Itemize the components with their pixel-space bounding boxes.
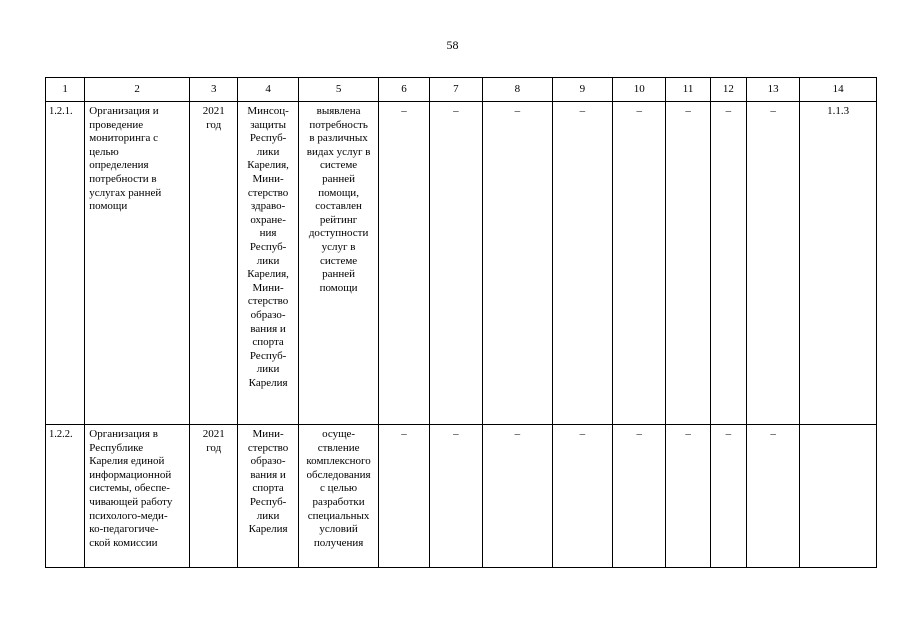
cell-text-line: год <box>206 441 222 454</box>
cell-text-line: получения <box>313 536 364 549</box>
cell-text-line: лики <box>256 509 280 522</box>
cell-text-line: проведение <box>89 118 144 131</box>
table-row <box>46 102 877 425</box>
indicator-ref-cell: 1.1.3 <box>800 102 877 425</box>
cell-text-line: Мини- <box>252 172 284 185</box>
header-cell: 13 <box>746 78 799 102</box>
cell-text-line: рейтинг <box>319 213 358 226</box>
cell-text-line: ранней <box>322 268 356 281</box>
cell-text-line: образо- <box>250 455 286 468</box>
activity-name-cell <box>85 425 190 568</box>
header-cell: 2 <box>85 78 190 102</box>
cell-text-line: помощи, <box>318 186 359 199</box>
cell-text-line: лики <box>256 145 280 158</box>
cell-text-line: психолого-меди- <box>89 509 168 522</box>
cell-text-line: в различных <box>309 132 368 145</box>
value-cell-6: – <box>379 102 429 425</box>
cell-text-line: Респуб- <box>249 349 287 362</box>
indicator-ref-cell <box>800 425 877 568</box>
cell-text-line: системе <box>319 254 358 267</box>
activity-name-cell <box>85 102 190 425</box>
cell-text-line: специальных <box>307 509 370 522</box>
cell-text-line: Карелия, <box>247 268 289 281</box>
cell-text-line: помощи <box>319 281 358 294</box>
cell-text-line: лики <box>256 254 280 267</box>
result-cell <box>298 425 379 568</box>
cell-text-line: спорта <box>252 336 284 349</box>
header-cell: 10 <box>613 78 666 102</box>
value-cell-6: – <box>379 425 429 568</box>
header-cell: 14 <box>800 78 877 102</box>
plan-table <box>45 77 877 568</box>
cell-text-line: видах услуг в <box>306 145 371 158</box>
cell-text-line: Карелия <box>248 376 288 389</box>
cell-text-line: Респуб- <box>249 495 287 508</box>
cell-text-line: Карелия, <box>247 159 289 172</box>
cell-text-line: год <box>206 118 222 131</box>
executor-cell <box>238 102 298 425</box>
cell-text-line: ко-педагогиче- <box>89 523 159 536</box>
cell-text-line: Мини- <box>252 281 284 294</box>
cell-text-line: ствление <box>317 441 360 454</box>
cell-text-line: здраво- <box>250 200 286 213</box>
value-cell-11: – <box>666 425 710 568</box>
cell-text-line: ния <box>259 227 277 240</box>
cell-text-line: вания и <box>250 468 286 481</box>
header-cell: 7 <box>429 78 482 102</box>
cell-text-line: услуг в <box>321 240 356 253</box>
cell-text-line: с целью <box>320 482 358 495</box>
cell-text-line: выявлена <box>316 105 361 117</box>
cell-text-line: Карелия <box>248 523 288 536</box>
cell-text-line: определения <box>89 159 149 172</box>
value-cell-10: – <box>613 425 666 568</box>
cell-text-line: составлен <box>315 200 362 213</box>
cell-text-line: помощи <box>89 200 128 213</box>
value-cell-12: – <box>710 425 746 568</box>
cell-text-line: спорта <box>252 482 284 495</box>
cell-text-line: потребности в <box>89 172 157 185</box>
value-cell-8: – <box>483 425 553 568</box>
cell-text-line: мониторинга с <box>89 132 158 145</box>
cell-text-line: Респуб- <box>249 132 287 145</box>
cell-text-line: осуще- <box>322 428 356 440</box>
cell-text-line: Респуб- <box>249 240 287 253</box>
value-cell-12: – <box>710 102 746 425</box>
cell-text-line: стерство <box>247 441 289 454</box>
item-number-cell: 1.2.1. <box>46 102 85 425</box>
value-cell-7: – <box>429 425 482 568</box>
cell-text-line: Минсоц- <box>247 105 289 117</box>
cell-text-line: системы, обеспе- <box>89 482 170 495</box>
cell-text-line: стерство <box>247 295 289 308</box>
header-cell: 3 <box>190 78 238 102</box>
value-cell-9: – <box>552 425 612 568</box>
value-cell-10: – <box>613 102 666 425</box>
cell-text-line: услугах ранней <box>89 186 162 199</box>
cell-text-line: защиты <box>250 118 286 131</box>
cell-text-line: обследования <box>306 468 371 481</box>
cell-text-line: доступности <box>308 227 369 240</box>
value-cell-13: – <box>746 102 799 425</box>
header-cell: 1 <box>46 78 85 102</box>
table-row <box>46 425 877 568</box>
cell-text-line: разработки <box>312 495 365 508</box>
cell-text-line: Организация и <box>89 105 159 117</box>
cell-text-line: комплексного <box>306 455 371 468</box>
cell-text-line: информационной <box>89 468 172 481</box>
value-cell-7: – <box>429 102 482 425</box>
header-cell: 9 <box>552 78 612 102</box>
value-cell-9: – <box>552 102 612 425</box>
cell-text-line: 2021 <box>202 428 225 440</box>
header-cell: 6 <box>379 78 429 102</box>
cell-text-line: Республике <box>89 441 144 454</box>
table-header-row <box>46 78 877 102</box>
cell-text-line: вания и <box>250 322 286 335</box>
value-cell-8: – <box>483 102 553 425</box>
cell-text-line: лики <box>256 363 280 376</box>
cell-text-line: условий <box>319 523 358 536</box>
cell-text-line: целью <box>89 145 119 158</box>
item-number-cell: 1.2.2. <box>46 425 85 568</box>
cell-text-line: ранней <box>322 172 356 185</box>
header-cell: 12 <box>710 78 746 102</box>
cell-text-line: Мини- <box>252 428 284 440</box>
cell-text-line: системе <box>319 159 358 172</box>
header-cell: 11 <box>666 78 710 102</box>
value-cell-13: – <box>746 425 799 568</box>
result-cell <box>298 102 379 425</box>
header-cell: 8 <box>483 78 553 102</box>
header-cell: 4 <box>238 78 298 102</box>
executor-cell <box>238 425 298 568</box>
cell-text-line: стерство <box>247 186 289 199</box>
cell-text-line: Организация в <box>89 428 158 440</box>
deadline-cell <box>190 102 238 425</box>
cell-text-line: 2021 <box>202 105 225 117</box>
value-cell-11: – <box>666 102 710 425</box>
cell-text-line: потребность <box>309 118 368 131</box>
cell-text-line: чивающей работу <box>89 495 173 508</box>
cell-text-line: охране- <box>250 213 286 226</box>
cell-text-line: Карелия единой <box>89 455 165 468</box>
deadline-cell <box>190 425 238 568</box>
cell-text-line: образо- <box>250 308 286 321</box>
header-cell: 5 <box>298 78 379 102</box>
page-number: 58 <box>446 38 459 52</box>
cell-text-line: ской комиссии <box>89 536 158 549</box>
